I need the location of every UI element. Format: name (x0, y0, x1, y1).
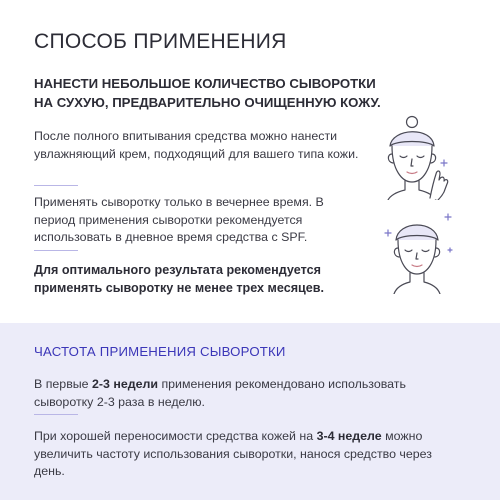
frequency-first-weeks: В первые 2-3 недели применения рекомендовано использовать сыворотку 2-3 раза в неделю. (34, 377, 406, 409)
instruction-evening-use: Применять сыворотку только в вечернее время. В период применения сыворотки рекомендуется использовать в дневное время средства с SPF. (34, 195, 324, 244)
divider (34, 414, 78, 415)
instruction-moisturizer: После полного впитывания средства можно нанести увлажняющий крем, подходящий для вашего типа кожи. (34, 129, 359, 161)
frequency-title: ЧАСТОТА ПРИМЕНЕНИЯ СЫВОРОТКИ (34, 344, 286, 359)
divider (34, 185, 78, 186)
instruction-duration: Для оптимального результата рекомендуется применять сыворотку не менее трех месяцев. (34, 263, 325, 295)
divider (34, 250, 78, 251)
page-title: СПОСОБ ПРИМЕНЕНИЯ (34, 30, 287, 53)
face-applying-serum-icon (372, 112, 460, 200)
frequency-later-weeks: При хорошей переносимости средства кожей на 3-4 неделе можно увеличить частоту использования сыворотки, нанося средство через день. (34, 429, 432, 478)
lead-instruction: НАНЕСТИ НЕБОЛЬШОЕ КОЛИЧЕСТВО СЫВОРОТКИ НА СУХУЮ, ПРЕДВАРИТЕЛЬНО ОЧИЩЕННУЮ КОЖУ. (34, 76, 381, 110)
face-glowing-skin-icon (374, 208, 460, 294)
